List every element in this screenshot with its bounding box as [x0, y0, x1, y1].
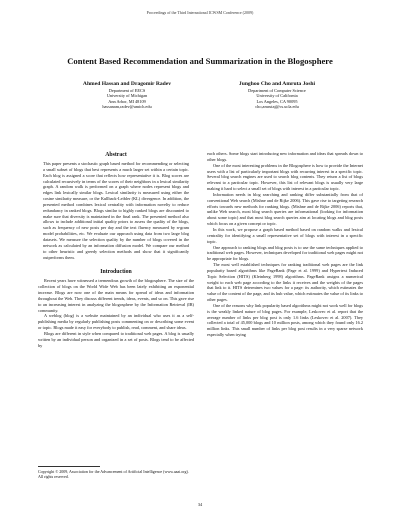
left-column — [38, 151, 194, 348]
author-email: hassanam,radev@umich.edu — [102, 103, 152, 109]
footnote-rule — [38, 466, 100, 467]
body-paragraph: One of the reasons why link popularity based algorithms might not work well for blogs is the weakly linked nature of blog pages. For example, Leskovec et al. report that the average number of links per blog post is only 1.6 links (Leskovec et al. 2007). They collected a total of 45,000 blogs and 10 million posts, among which they found only 16.2 million links. This small number of links per blog post results in a very sparse network especially when trying — [207, 302, 363, 338]
body-paragraph: One of the most interesting problems in the Blogosphere is how to provide the Internet users with a list of particularly important blogs with recurring interest in a specific topic. Several blog search engines are used to search blog contents. They return a list of blogs relevant to a particular topic. However, this list of relevant blogs is usually very large making it hard to select a small set of blogs with interest in a particular topic. — [207, 162, 363, 192]
body-paragraph: One approach to ranking blogs and blog posts is to use the same techniques applied to traditional web pages. However, techniques developed for traditional web pages might not be appropriate for blogs. — [207, 244, 363, 262]
abstract-heading: Abstract — [105, 152, 127, 158]
page-number: 34 — [197, 502, 203, 507]
author-email: cho,amrutaj@cs.ucla.edu — [255, 103, 299, 109]
proceedings-header: Proceedings of the Third International ICWSM Conference (2009) — [146, 10, 254, 15]
body-paragraph: In this work, we propose a graph based method based on random walks and lexical centrality for identifying a small representative set of blogs with interest in a specific topic. — [207, 226, 363, 244]
author-city: Ann Arbor, MI 48109 — [108, 98, 146, 104]
abstract-text: This paper presents a stochastic graph based method for recommending or selecting a small subset of blogs that best represents a much larger set within a certain topic. Each blog is assigned a score that reflects how representative it is. Blog scores are calculated recursively in terms of the scores of their neighbors in a lexical similarity graph. A random walk is performed on a graph where nodes represent blogs and edges link lexically similar blogs. Lexical similarity is measured using either the cosine similarity measure, or the Kullback-Leibler (KL) divergence. In addition, the presented method combines lexical centrality with information novelty to reduce redundancy in ranked blogs. Blogs similar to highly ranked blogs are discounted to make sure that diversity is maintained in the final rank. The presented method also allows to include additional initial quality priors to assess the quality of the blogs, such as frequency of new posts per day and the text fluency measured by n-gram model probabilities, etc. We evaluate our approach using data from two large blog datasets. We measure the selection quality by the number of blogs covered in the network as calculated by an information diffusion model. We compare our method to other heuristic and greedy selection methods and show that it significantly outperforms them. — [43, 161, 189, 260]
introduction-heading: Introduction — [100, 269, 132, 276]
right-column — [207, 151, 363, 338]
intro-paragraph: Recent years have witnessed a tremendous growth of the blogosphere. The size of the collection of blogs on the World Wide Web has been lately exhibiting an exponential increase. Blogs are now one of the main means for spread of ideas and information throughout the Web. They discuss different trends, ideas, events, and so on. This gave rise to an increasing interest in analyzing the blogosphere by the Information Retrieval (IR) community. — [38, 278, 194, 313]
author-city: Los Angeles, CA 90095 — [256, 98, 298, 104]
intro-paragraph: Blogs are different in style when compared to traditional web pages. A blog is usually written by an individual person and organized in a set of posts. Blogs tend to be affected by — [38, 330, 194, 348]
author-block-1 — [52, 81, 202, 109]
author-names: Ahmed Hassan and Dragomir Radev — [82, 81, 172, 87]
author-department: Department of Computer Science — [248, 88, 306, 93]
body-paragraph: each others. Some blogs start introducing new information and ideas that spreads down to other blogs. — [207, 151, 363, 162]
intro-paragraph: A weblog (blog) is a website maintained by an individual who uses it as a self-publishing media by regularly publishing posts commenting on or describing some event or topic. Blogs made it easy for everybody to publish, read, comment, and share ideas. — [38, 313, 194, 331]
author-names: Junghoo Cho and Amruta Joshi — [238, 81, 316, 87]
author-organization: University of California — [256, 93, 298, 99]
author-block-2 — [202, 81, 352, 109]
author-department: Department of EECS — [108, 88, 146, 93]
body-paragraph: The most well established techniques for ranking traditional web pages are the link popularity based algorithms like PageRank (Page et al. 1999) and Hypertext Induced Topic Selection (HITS) (Kleinberg 1998) algorithms. PageRank assigns a numerical weight to each web page according to the links it receives and the weights of the pages that link to it. HITS determines two values for a page: its authority, which estimates the value of the content of the page, and its hub value, which estimates the value of its links to other pages. — [207, 262, 363, 303]
author-organization: University of Michigan — [106, 93, 148, 99]
body-paragraph: Information needs in blog searching and ranking differ substantially from that of conventional Web search (Mishne and de Rijke 2006). This gave rise to targeting research efforts towards new methods for ranking blogs. (Mishne and de Rijke 2006) reports that, unlike Web search, most blog search queries are informational (looking for information about some topic) and that most blog search queries aim at locating blogs and blog posts which focus on a given concept or topic. — [207, 191, 363, 227]
paper-title: Content Based Recommendation and Summarization in the Blogosphere — [67, 56, 333, 66]
copyright-notice: Copyright © 2009, Association for the Advancement of Artificial Intelligence (www.aaai.org). All rights reserved. — [38, 469, 189, 480]
